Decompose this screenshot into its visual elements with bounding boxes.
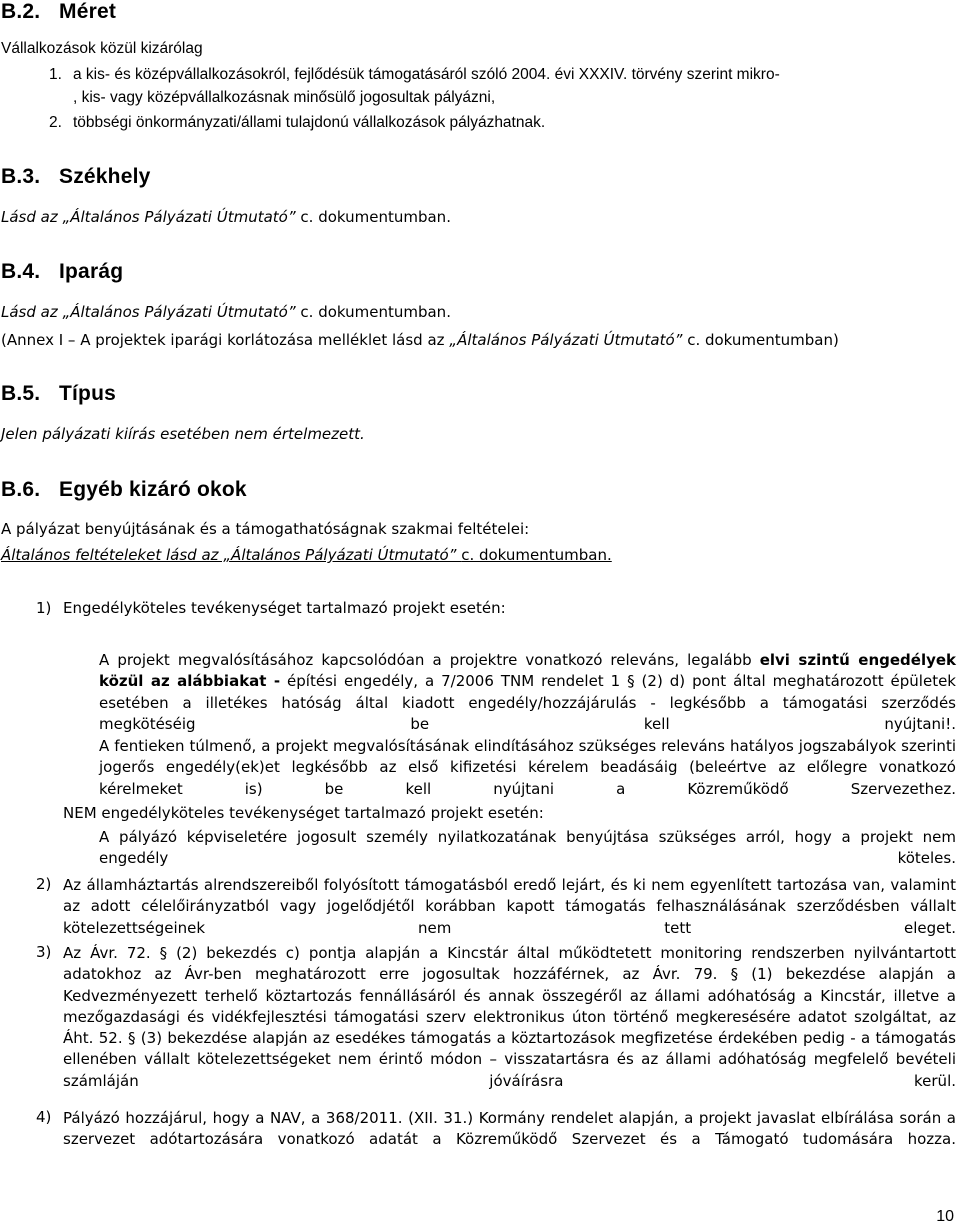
b5-text: Jelen pályázati kiírás esetében nem értelmezett. bbox=[1, 425, 365, 443]
paragraph-text: A projekt megvalósításához kapcsolódóan a projektre vonatkozó releváns, legalább bbox=[99, 651, 760, 669]
b6-item-1-paragraph-2: A fentieken túlmenő, a projekt megvalósításának elindításához szükséges releváns hatályos jogszabályok szerinti jogerős engedély(ek)et legkésőbb az első kifizetési kérelem beadásáig (beleértve az előlegre vonatkozó kérelmeket is) be kell nyújtani a Közreműködő Szervezethez. bbox=[99, 737, 956, 798]
reference-suffix: c. dokumentumban. bbox=[300, 208, 451, 226]
section-heading-b3 bbox=[1, 165, 151, 189]
guide-reference: Általános feltételeket lásd az „Általános Pályázati Útmutató” bbox=[1, 546, 462, 564]
section-heading-b5 bbox=[1, 382, 116, 406]
b6-item-3-text: Az Ávr. 72. § (2) bekezdés c) pontja alapján a Kincstár által működtetett monitoring rendszerben nyilvántartott adatokhoz az Ávr-ben meghatározott erre jogosultak hozzáférnek, az Ávr. 79. § (1) bekezdése alapján a Kedvezményezett terhelő köztartozás fennállásáról és annak összegéről az állami adóhatóság a Kincstár, illetve a mezőgazdasági és vidékfejlesztési támogatási szerv elektronikus úton történő megkeresésére adatot szolgáltat, az Áht. 52. § (3) bekezdése alapján az esedékes támogatás a köztartozások megfizetése érdekében pedig - a támogatás ellenében vállalt kötelezettségeket nem érintő módon – visszatartásra és az állami adóhatóság megfelelő bevételi számláján jóváírásra kerül. bbox=[63, 944, 956, 1090]
b6-item-4-text: Pályázó hozzájárul, hogy a NAV, a 368/2011. (XII. 31.) Kormány rendelet alapján, a projekt javaslat elbírálása során a szervezet adótartozására vonatkozó adatát a Közreműködő Szervezet és a Támogató tudomására hozza. bbox=[63, 1109, 956, 1149]
section-title: Típus bbox=[59, 382, 116, 405]
b6-item-2-text: Az államháztartás alrendszereiből folyósított támogatásból eredő lejárt, és ki nem egyenlített tartozása van, valamint az adott célelőirányzatból vagy jogelődjétől korábban kapott támogatás felhasználásának szerződésben vállalt kötelezettségeinek nem tett eleget. bbox=[63, 876, 956, 937]
b4-reference bbox=[1, 303, 451, 321]
annex-text: (Annex I – A projektek iparági korlátozása melléklet lásd az bbox=[1, 331, 450, 349]
b4-annex-note bbox=[1, 331, 839, 349]
guide-reference: Lásd az „Általános Pályázati Útmutató” bbox=[1, 208, 301, 226]
section-number: B.6. bbox=[1, 478, 41, 501]
section-heading-b4 bbox=[1, 260, 123, 284]
guide-reference: Lásd az „Általános Pályázati Útmutató” bbox=[1, 303, 301, 321]
section-title: Méret bbox=[59, 0, 117, 23]
b2-item-2-text: többségi önkormányzati/állami tulajdonú vállalkozások pályázhatnak. bbox=[73, 114, 546, 131]
b2-item-1-line1: a kis- és középvállalkozásokról, fejlődésük támogatásáról szóló 2004. évi XXXIV. törvény szerint mikro- bbox=[73, 66, 780, 83]
section-title: Egyéb kizáró okok bbox=[59, 478, 247, 501]
page-number: 10 bbox=[936, 1208, 954, 1225]
guide-reference: „Általános Pályázati Útmutató” bbox=[449, 331, 688, 349]
b6-item-1-paragraph-3: A pályázó képviseletére jogosult személy nyilatkozatának benyújtása szükséges arról, hogy a projekt nem engedély köteles. bbox=[99, 828, 956, 868]
b2-item-2-marker: 2. bbox=[49, 114, 62, 131]
section-title: Székhely bbox=[59, 165, 151, 188]
section-number: B.2. bbox=[1, 0, 41, 23]
b6-item-3-marker: 3) bbox=[36, 943, 52, 961]
section-number: B.3. bbox=[1, 165, 41, 188]
reference-suffix: c. dokumentumban. bbox=[461, 546, 612, 564]
paragraph-bold-text: elvi szintű engedélyek közül az alábbiakat - bbox=[99, 651, 957, 691]
section-heading-b2 bbox=[1, 0, 116, 24]
section-heading-b6 bbox=[1, 478, 247, 502]
b6-lead: A pályázat benyújtásának és a támogathatóságnak szakmai feltételei: bbox=[1, 520, 530, 538]
reference-suffix: c. dokumentumban. bbox=[300, 303, 451, 321]
b2-item-1-marker: 1. bbox=[49, 66, 62, 83]
section-number: B.5. bbox=[1, 382, 41, 405]
b6-general-conditions bbox=[1, 546, 612, 564]
b6-item-1-subheading: NEM engedélyköteles tevékenységet tartalmazó projekt esetén: bbox=[63, 804, 544, 822]
section-number: B.4. bbox=[1, 260, 41, 283]
b6-item-1-marker: 1) bbox=[36, 599, 52, 617]
reference-suffix: c. dokumentumban) bbox=[687, 331, 839, 349]
b6-item-1-heading: Engedélyköteles tevékenységet tartalmazó projekt esetén: bbox=[63, 599, 506, 617]
section-title: Iparág bbox=[59, 260, 124, 283]
paragraph-text: építési engedély, a 7/2006 TNM rendelet 1 § (2) d) pont által meghatározott épületek esetében a illetékes hatóság által kiadott engedély/hozzájárulás - legkésőbb a támogatási szerződés megkötéséig be kell nyújtani!. bbox=[99, 672, 956, 733]
b2-intro: Vállalkozások közül kizárólag bbox=[1, 40, 203, 57]
b6-item-4-marker: 4) bbox=[36, 1108, 52, 1126]
b3-reference bbox=[1, 208, 451, 226]
b2-item-1-line2: , kis- vagy középvállalkozásnak minősülő jogosultak pályázni, bbox=[73, 89, 496, 106]
b6-item-2-marker: 2) bbox=[36, 875, 52, 893]
